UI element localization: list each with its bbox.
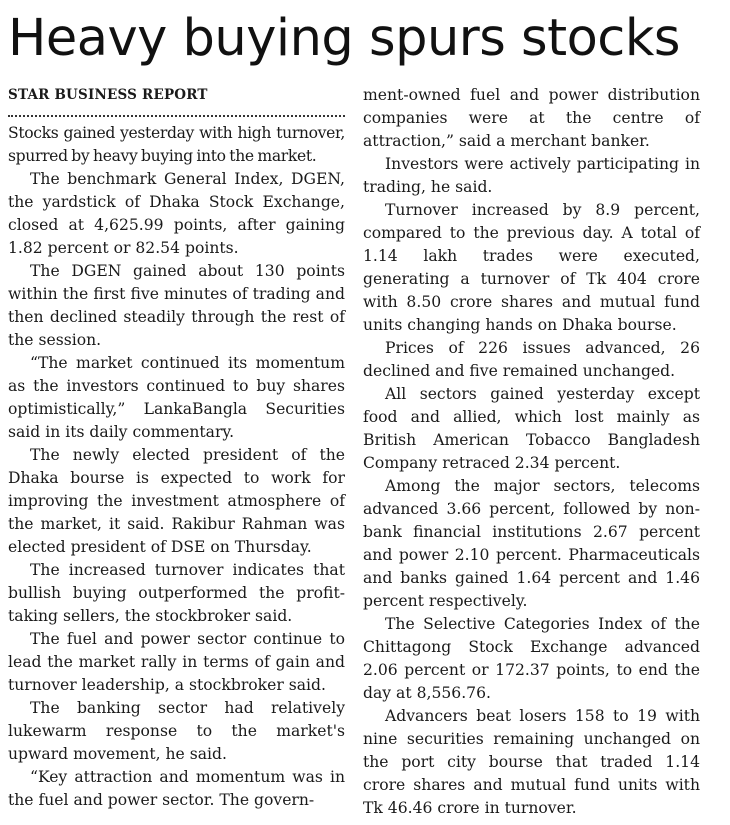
- paragraph-continuation: ment-owned fuel and power distribution companies were at the centre of attraction,” said a merchant banker.: [363, 86, 700, 150]
- paragraph: Among the major sectors, telecoms advanced 3.66 percent, followed by non-bank financial institutions 2.67 percent and power 2.10 percent. Pharmaceuticals and banks gained 1.64 percent and 1.46 percent respectively.: [363, 477, 700, 610]
- paragraph: The fuel and power sector continue to lead the market rally in terms of gain and turnover leadership, a stockbroker said.: [8, 630, 345, 694]
- paragraph: Advancers beat losers 158 to 19 with nine securities remaining unchanged on the port city bourse that traded 1.14 crore shares and mutual fund units with Tk 46.46 crore in turnover.: [363, 707, 700, 817]
- paragraph: Prices of 226 issues advanced, 26 declined and five remained unchanged.: [363, 339, 700, 380]
- paragraph: The increased turnover indicates that bullish buying outperformed the profit-taking sellers, the stockbroker said.: [8, 561, 345, 625]
- right-column: [363, 84, 700, 820]
- byline: STAR BUSINESS REPORT: [8, 87, 208, 103]
- dotted-divider: [8, 115, 345, 117]
- paragraph: All sectors gained yesterday except food and allied, which lost mainly as British American Tobacco Bangladesh Company retraced 2.34 percent.: [363, 385, 700, 472]
- paragraph: The banking sector had relatively lukewarm response to the market's upward movement, he said.: [8, 699, 345, 763]
- paragraph: The newly elected president of the Dhaka bourse is expected to work for improving the investment atmosphere of the market, it said. Rakibur Rahman was elected president of DSE on Thursday.: [8, 446, 345, 556]
- paragraph: Stocks gained yesterday with high turnover, spurred by heavy buying into the market.: [8, 124, 345, 165]
- headline: Heavy buying spurs stocks: [8, 9, 680, 68]
- paragraph: “The market continued its momentum as the investors continued to buy shares optimistically,” LankaBangla Securities said in its daily commentary.: [8, 354, 345, 441]
- paragraph: Turnover increased by 8.9 percent, compared to the previous day. A total of 1.14 lakh trades were executed, generating a turnover of Tk 404 crore with 8.50 crore shares and mutual fund units changing hands on Dhaka bourse.: [363, 201, 700, 334]
- paragraph: The benchmark General Index, DGEN, the yardstick of Dhaka Stock Exchange, closed at 4,625.99 points, after gaining 1.82 percent or 82.54 points.: [8, 170, 345, 257]
- paragraph: The Selective Categories Index of the Chittagong Stock Exchange advanced 2.06 percent or 172.37 points, to end the day at 8,556.76.: [363, 615, 700, 702]
- paragraph: “Key attraction and momentum was in the fuel and power sector. The govern-: [8, 768, 345, 809]
- paragraph: Investors were actively participating in trading, he said.: [363, 155, 700, 196]
- left-column: [8, 84, 345, 812]
- paragraph: The DGEN gained about 130 points within the first five minutes of trading and then declined steadily through the rest of the session.: [8, 262, 345, 349]
